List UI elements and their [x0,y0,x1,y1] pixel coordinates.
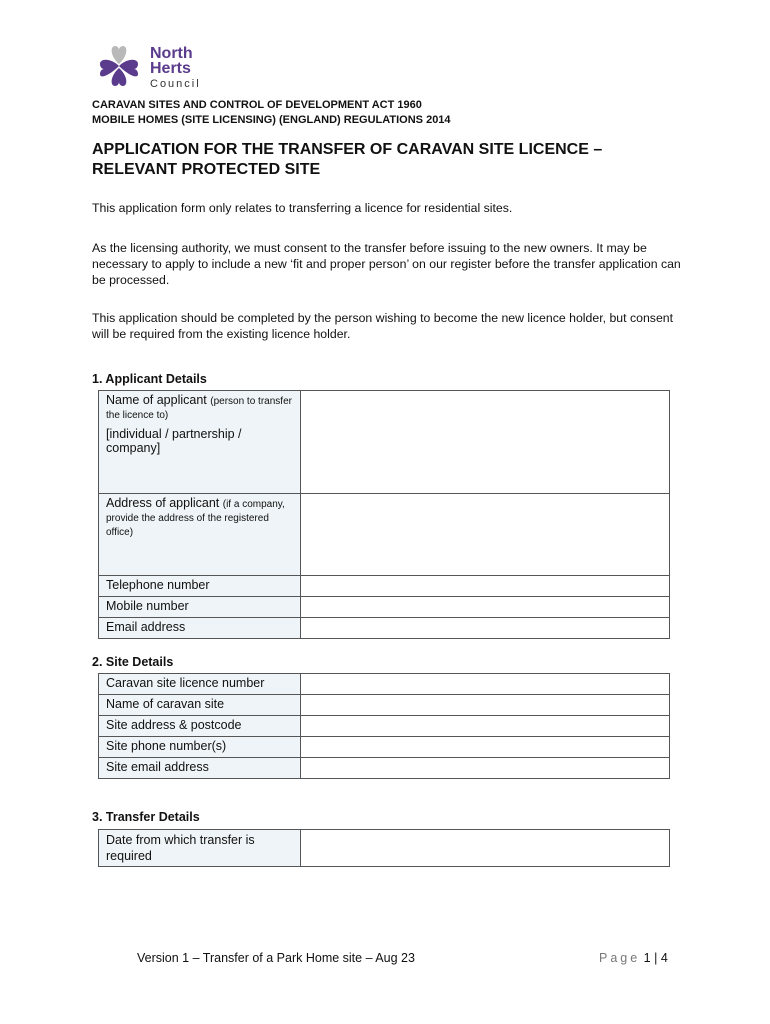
site-name-label: Name of caravan site [99,695,301,716]
mobile-number-label: Mobile number [99,597,301,618]
applicant-details-table [98,390,670,639]
transfer-date-input[interactable] [301,830,670,867]
email-address-input[interactable] [301,618,670,639]
heart-clover-icon [92,42,146,88]
act-line-1: CARAVAN SITES AND CONTROL OF DEVELOPMENT ACT 1960 [92,99,422,111]
transfer-details-table [98,829,670,867]
footer-page-number [599,951,668,965]
footer-page-count: 1 | 4 [640,951,668,965]
site-email-label: Site email address [99,758,301,779]
name-of-applicant-note: (person to transfer the licence to) [106,396,292,421]
section-3-heading: 3. Transfer Details [92,810,200,824]
site-address-label: Site address & postcode [99,716,301,737]
telephone-number-label: Telephone number [99,576,301,597]
section-1-heading: 1. Applicant Details [92,372,207,386]
intro-paragraph-3: This application should be completed by the person wishing to become the new licence holder, but consent will be required from the existing licence holder. [92,311,674,341]
address-of-applicant-input[interactable] [301,494,670,576]
site-name-input[interactable] [301,695,670,716]
site-phone-label: Site phone number(s) [99,737,301,758]
logo-council: Council [150,78,201,90]
logo-herts: Herts [150,60,191,77]
council-logo [92,42,222,98]
section-2-heading: 2. Site Details [92,655,174,669]
name-of-applicant-label: Name of applicant (person to transfer the licence to) [individual / partnership / company] [99,391,301,494]
intro-paragraph-1: This application form only relates to transferring a licence for residential sites. [92,201,513,215]
address-of-applicant-label: Address of applicant (if a company, provide the address of the registered office) [99,494,301,576]
title-line-2: RELEVANT PROTECTED SITE [92,161,321,178]
act-line-2: MOBILE HOMES (SITE LICENSING) (ENGLAND) REGULATIONS 2014 [92,114,451,126]
address-of-applicant-note: (if a company, provide the address of the registered office) [106,499,285,538]
footer-version: Version 1 – Transfer of a Park Home site – Aug 23 [137,951,415,965]
logo-north: North [150,45,193,62]
legislation-header [92,98,451,128]
site-details-table [98,673,670,779]
site-address-input[interactable] [301,716,670,737]
site-licence-number-input[interactable] [301,674,670,695]
title-line-1: APPLICATION FOR THE TRANSFER OF CARAVAN SITE LICENCE – [92,141,603,158]
intro-paragraph-2: As the licensing authority, we must consent to the transfer before issuing to the new owners. It may be necessary to apply to include a new ‘fit and proper person’ on our register before the transfer application can be processed. [92,241,681,287]
name-of-applicant-input[interactable] [301,391,670,494]
site-licence-number-label: Caravan site licence number [99,674,301,695]
mobile-number-input[interactable] [301,597,670,618]
site-phone-input[interactable] [301,737,670,758]
site-email-input[interactable] [301,758,670,779]
page-title [92,140,692,180]
telephone-number-input[interactable] [301,576,670,597]
email-address-label: Email address [99,618,301,639]
transfer-date-label: Date from which transfer is required [99,830,301,867]
footer-page-word: Page [599,951,641,965]
name-of-applicant-sub: [individual / partnership / company] [106,427,242,455]
